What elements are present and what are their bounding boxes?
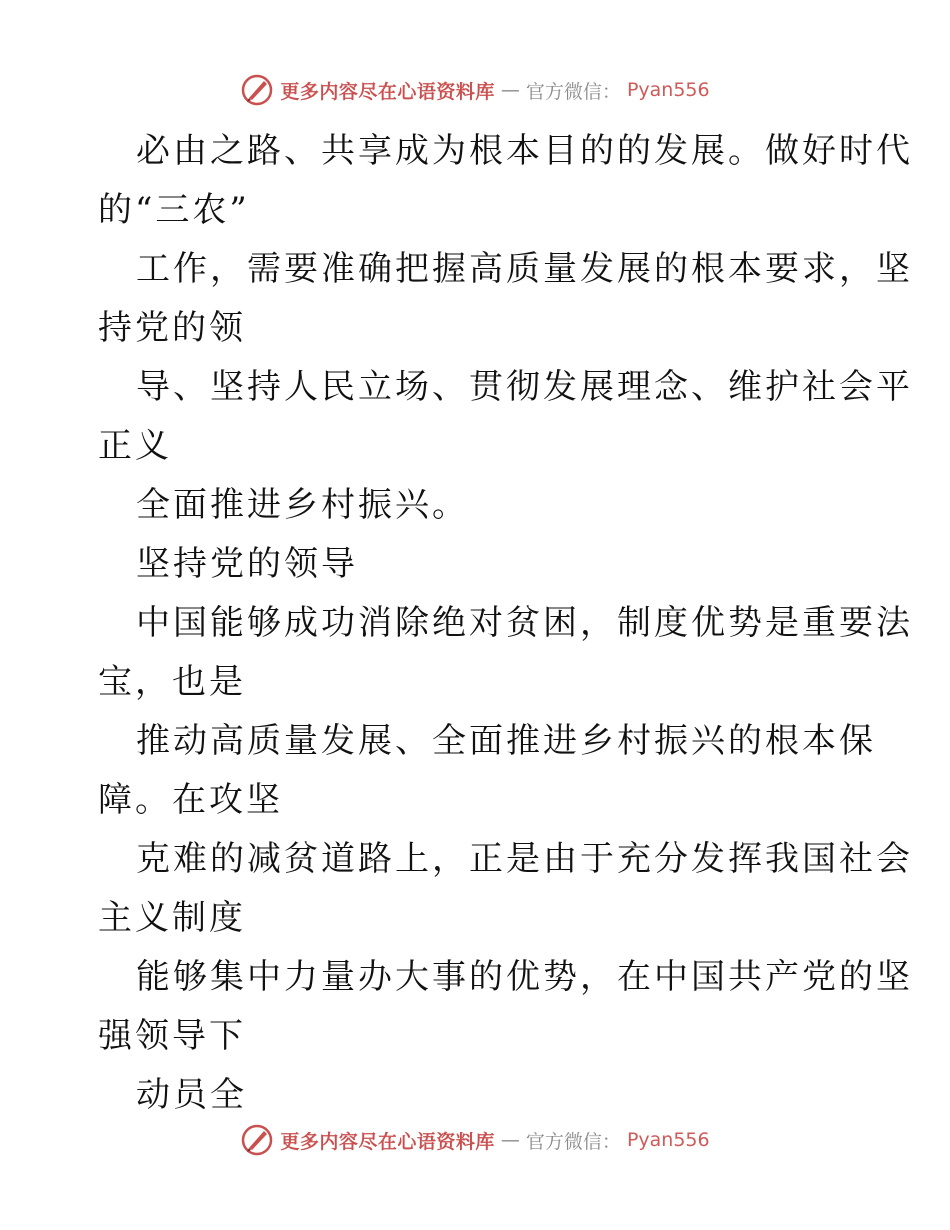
watermark-dash: — — [500, 79, 520, 101]
text-line: 必由之路、共享成为根本目的的发展。做好时代 — [136, 131, 913, 171]
text-line: 坚持党的领导 — [136, 544, 358, 584]
text-line: 主义制度 — [98, 898, 246, 938]
text-line: 的“三农” — [98, 190, 250, 230]
watermark-wechat-id: Pyan556 — [626, 1129, 710, 1151]
watermark-brand: 更多内容尽在心语资料库 — [280, 1130, 495, 1153]
text-line: 能够集中力量办大事的优势，在中国共产党的坚 — [136, 957, 913, 997]
watermark-wechat-label: 官方微信： — [525, 1130, 621, 1153]
footer-watermark — [0, 1120, 950, 1160]
text-line: 障。在攻坚 — [98, 780, 283, 820]
text-line: 动员全 — [136, 1075, 247, 1115]
text-line: 工作，需要准确把握高质量发展的根本要求，坚 — [136, 249, 913, 289]
text-line: 导、坚持人民立场、贯彻发展理念、维护社会平 — [136, 367, 913, 407]
text-line: 克难的减贫道路上，正是由于充分发挥我国社会 — [136, 839, 913, 879]
document-body — [98, 122, 913, 1125]
quill-logo-icon — [240, 1123, 274, 1157]
text-line: 正义 — [98, 426, 172, 466]
header-watermark — [0, 70, 950, 110]
text-line: 中国能够成功消除绝对贫困，制度优势是重要法 — [136, 603, 913, 643]
text-line: 强领导下 — [98, 1016, 246, 1056]
text-line: 全面推进乡村振兴。 — [136, 485, 469, 525]
text-line: 推动高质量发展、全面推进乡村振兴的根本保 — [136, 721, 876, 761]
watermark-wechat-id: Pyan556 — [626, 79, 710, 101]
text-line: 持党的领 — [98, 308, 246, 348]
text-line: 宝，也是 — [98, 662, 246, 702]
watermark-brand: 更多内容尽在心语资料库 — [280, 80, 495, 103]
watermark-wechat-label: 官方微信： — [525, 80, 621, 103]
watermark-dash: — — [500, 1129, 520, 1151]
quill-logo-icon — [240, 73, 274, 107]
